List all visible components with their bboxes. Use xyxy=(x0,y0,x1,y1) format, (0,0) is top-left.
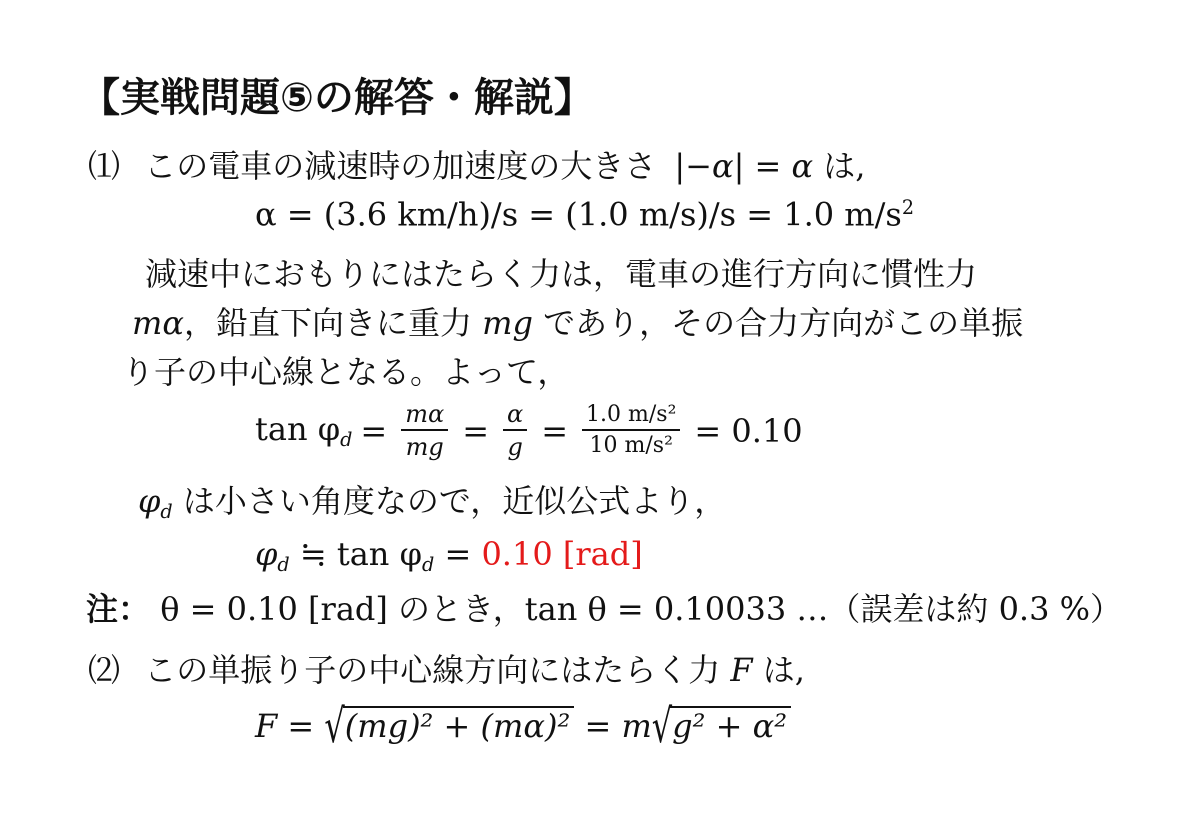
q1-line xyxy=(88,147,866,185)
sqrt-2: g² + α² xyxy=(670,706,791,742)
sqrt-icon: √ xyxy=(324,698,345,754)
approx-equals: = xyxy=(444,535,472,573)
q1-label: ⑴ xyxy=(88,147,121,185)
q2-eq-lhs: F = xyxy=(255,707,315,745)
page-title: 【実戦問題⑤の解答・解説】 xyxy=(80,75,594,121)
note-label: 注： xyxy=(86,590,151,628)
equals-sign: = xyxy=(462,411,490,450)
approx-intro-line xyxy=(138,482,727,523)
p2-var-mg: mg xyxy=(482,304,533,342)
q2-label: ⑵ xyxy=(88,651,121,689)
q1-abs-expr: |−α| = α xyxy=(674,147,814,185)
p2-text-a: ，鉛直下向きに重力 xyxy=(183,304,472,342)
sqrt-icon: √ xyxy=(651,698,673,754)
q1-text-b: は, xyxy=(823,147,866,185)
q2-equation xyxy=(255,698,791,754)
q1-paragraph-line-3: り子の中心線となる。よって， xyxy=(122,353,570,391)
tan-lhs: $\tan \varphi_d$ xyxy=(255,409,353,451)
phi-d-lhs: $\varphi_d$ xyxy=(255,535,290,576)
equals-sign: = xyxy=(541,411,569,450)
q1-equation-1 xyxy=(255,195,915,234)
answer-value: 0.10 [rad] xyxy=(481,535,643,573)
q2-eq-mid: = m xyxy=(584,707,652,745)
fraction-a-g: $\frac{\alpha}{g}$ xyxy=(503,402,527,459)
fraction-ma-mg: $\frac{m\alpha}{mg}$ xyxy=(401,402,448,459)
phi-d: $\varphi_d$ xyxy=(138,482,173,523)
q2-text: この単振り子の中心線方向にはたらく力 xyxy=(144,651,721,689)
note-line xyxy=(86,590,1123,628)
fraction-values: $\frac{\text{1.0 m/s²}}{\text{10 m/s²}}$ xyxy=(582,404,680,457)
eq1-sup: 2 xyxy=(901,196,915,219)
q2-text-b: は, xyxy=(762,651,805,689)
tan-equation xyxy=(255,402,803,459)
q2-line xyxy=(88,651,805,689)
approx-intro: は小さい角度なので，近似公式より， xyxy=(182,482,727,520)
sqrt-1: (mg)² + (mα)² xyxy=(343,706,575,742)
equals-sign: = xyxy=(360,411,388,450)
q2-var: F xyxy=(730,651,753,689)
approx-eq: ≒ $\tan \varphi_d$ xyxy=(299,535,435,576)
q1-text: この電車の減速時の加速度の大きさ xyxy=(144,147,657,185)
eq1: α = (3.6 km/h)/s = (1.0 m/s)/s = 1.0 m/s xyxy=(255,195,902,234)
p2-var-ma: mα xyxy=(132,304,184,342)
q1-paragraph-line-2 xyxy=(132,304,1024,342)
p2-text-b: であり，その合力方向がこの単振 xyxy=(543,304,1024,342)
approx-equation xyxy=(255,535,643,576)
note-text: θ = 0.10 [rad] のとき，tan θ = 0.10033 …（誤差は約 0.3 %） xyxy=(160,590,1123,628)
tan-result: = 0.10 xyxy=(694,411,803,450)
q1-paragraph-line-1: 減速中におもりにはたらく力は，電車の進行方向に慣性力 xyxy=(145,255,978,293)
